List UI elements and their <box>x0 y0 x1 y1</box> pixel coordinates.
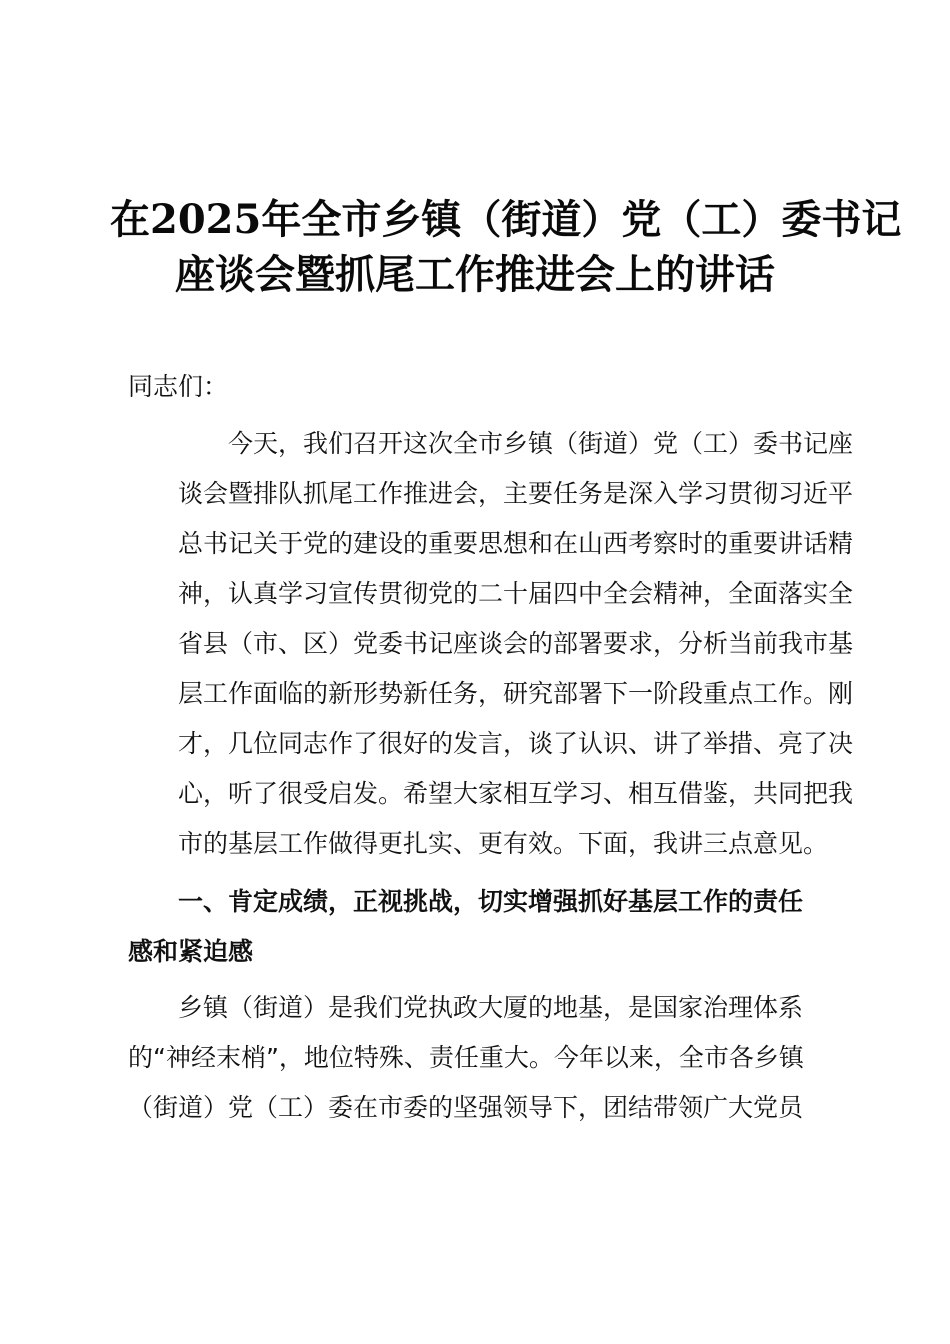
salutation: 同志们： <box>128 372 229 401</box>
heading-line: 感和紧迫感 <box>128 937 254 966</box>
paragraph-line: 今天，我们召开这次全市乡镇（街道）党（工）委书记座 <box>228 429 854 458</box>
paragraph-line: 乡镇（街道）是我们党执政大厦的地基，是国家治理体系 <box>178 993 804 1022</box>
paragraph-intro <box>128 419 854 869</box>
paragraph-line: 才，几位同志作了很好的发言，谈了认识、讲了举措、亮了决 <box>178 729 854 758</box>
paragraph-line: 神，认真学习宣传贯彻党的二十届四中全会精神，全面落实全 <box>178 579 854 608</box>
paragraph-line: 谈会暨排队抓尾工作推进会，主要任务是深入学习贯彻习近平 <box>178 479 854 508</box>
paragraph-section-1 <box>128 983 820 1133</box>
paragraph-line: 省县（市、区）党委书记座谈会的部署要求，分析当前我市基 <box>178 629 854 658</box>
heading-line: 一、肯定成绩，正视挑战，切实增强抓好基层工作的责任 <box>178 887 804 916</box>
title-line-2: 座谈会暨抓尾工作推进会上的讲话 <box>175 251 775 298</box>
section-heading-1 <box>128 877 820 977</box>
paragraph-line: 总书记关于党的建设的重要思想和在山西考察时的重要讲话精 <box>178 529 854 558</box>
title-line-1: 在2025年全市乡镇（街道）党（工）委书记 <box>110 196 902 243</box>
paragraph-line: 层工作面临的新形势新任务，研究部署下一阶段重点工作。刚 <box>178 679 854 708</box>
document-title <box>110 192 902 302</box>
paragraph-line: （街道）党（工）委在市委的坚强领导下，团结带领广大党员 <box>128 1093 804 1122</box>
paragraph-line: 的“神经末梢”，地位特殊、责任重大。今年以来，全市各乡镇 <box>128 1043 804 1072</box>
paragraph-line: 心，听了很受启发。希望大家相互学习、相互借鉴，共同把我 <box>178 779 854 808</box>
paragraph-line: 市的基层工作做得更扎实、更有效。下面，我讲三点意见。 <box>178 829 829 858</box>
